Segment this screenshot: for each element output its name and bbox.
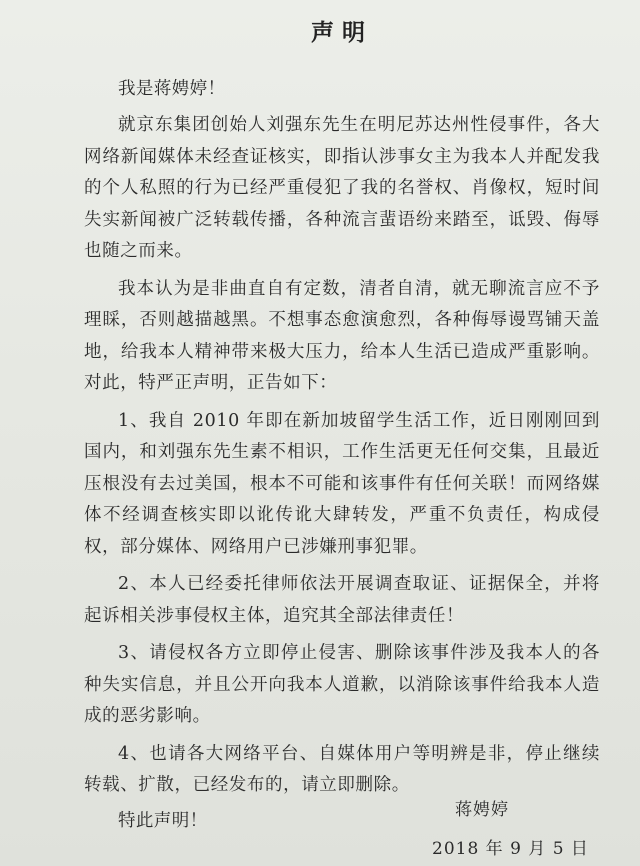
closing-line: 特此声明！ bbox=[118, 810, 208, 831]
paragraph-intro: 就京东集团创始人刘强东先生在明尼苏达州性侵事件，各大网络新闻媒体未经查证核实，即指认涉事女主为我本人并配发我的个人私照的行为已经严重侵犯了我的名誉权、肖像权，短时间失实新闻被广泛转载传播，各种流言蜚语纷来踏至，诋毁、侮辱也随之而来。 bbox=[84, 115, 600, 261]
signature-name: 蒋娉婷 bbox=[455, 800, 509, 820]
paragraph-stance: 我本认为是非曲直自有定数，清者自清，就无聊流言应不予理睬，否则越描越黑。不想事态愈演愈烈，各种侮辱谩骂铺天盖地，给我本人精神带来极大压力，给本人生活已造成严重影响。对此，特严正声明，正告如下： bbox=[84, 278, 600, 393]
greeting: 我是蒋娉婷！ bbox=[118, 79, 226, 99]
paragraph-point-3: 3、请侵权各方立即停止侵害、删除该事件涉及我本人的各种失实信息，并且公开向我本人道歉，以消除该事件给我本人造成的恶劣影响。 bbox=[84, 643, 600, 726]
document-title: 声明 bbox=[311, 19, 373, 46]
paragraph-point-2: 2、本人已经委托律师依法开展调查取证、证据保全，并将起诉相关涉事侵权主体，追究其全部法律责任！ bbox=[84, 574, 600, 626]
paragraph-point-4: 4、也请各大网络平台、自媒体用户等明辨是非，停止继续转载、扩散，已经发布的，请立即删除。 bbox=[84, 743, 600, 795]
paragraph-point-1: 1、我自 2010 年即在新加坡留学生活工作，近日刚刚回到国内，和刘强东先生素不相识，工作生活更无任何交集，且最近压根没有去过美国，根本不可能和该事件有任何关联！而网络媒体不经调查核实即以讹传讹大肆转发，严重不负责任，构成侵权，部分媒体、网络用户已涉嫌刑事犯罪。 bbox=[84, 410, 600, 557]
statement-date: 2018 年 9 月 5 日 bbox=[432, 839, 589, 859]
